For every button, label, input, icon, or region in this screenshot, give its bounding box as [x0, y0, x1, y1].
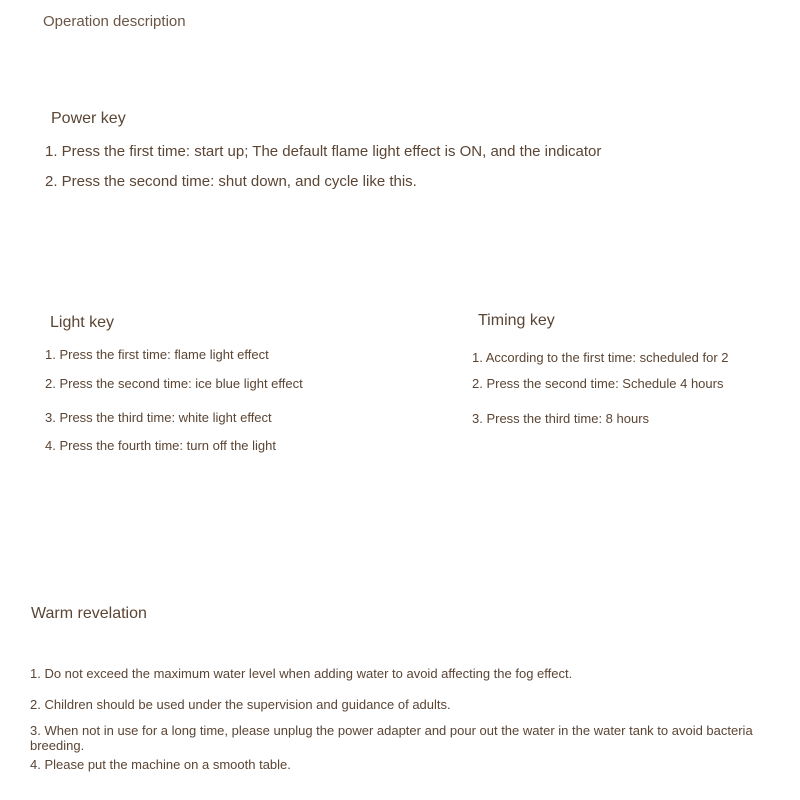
- tip-item-2: 2. Children should be used under the supervision and guidance of adults.: [30, 697, 451, 712]
- light-key-item-3: 3. Press the third time: white light effect: [45, 410, 272, 425]
- tip-item-3: 3. When not in use for a long time, please unplug the power adapter and pour out the water in the water tank to avoid bacteria breeding.: [30, 723, 753, 753]
- timing-key-heading: Timing key: [478, 312, 555, 329]
- light-key-item-4: 4. Press the fourth time: turn off the light: [45, 438, 276, 453]
- page-title: Operation description: [43, 13, 186, 30]
- tip-item-1: 1. Do not exceed the maximum water level when adding water to avoid affecting the fog effect.: [30, 666, 573, 681]
- power-key-item-2: 2. Press the second time: shut down, and cycle like this.: [45, 173, 417, 190]
- power-key-item-1: 1. Press the first time: start up; The default flame light effect is ON, and the indicator: [45, 143, 602, 160]
- light-key-item-2: 2. Press the second time: ice blue light effect: [45, 376, 303, 391]
- warm-revelation-heading: Warm revelation: [31, 605, 147, 622]
- timing-key-item-3: 3. Press the third time: 8 hours: [472, 411, 650, 426]
- light-key-item-1: 1. Press the first time: flame light effect: [45, 347, 269, 362]
- timing-key-item-1: 1. According to the first time: scheduled for 2: [472, 350, 729, 365]
- power-key-heading: Power key: [51, 110, 126, 127]
- timing-key-item-2: 2. Press the second time: Schedule 4 hours: [472, 376, 724, 391]
- light-key-heading: Light key: [50, 314, 115, 331]
- tip-item-4: 4. Please put the machine on a smooth table.: [30, 757, 291, 772]
